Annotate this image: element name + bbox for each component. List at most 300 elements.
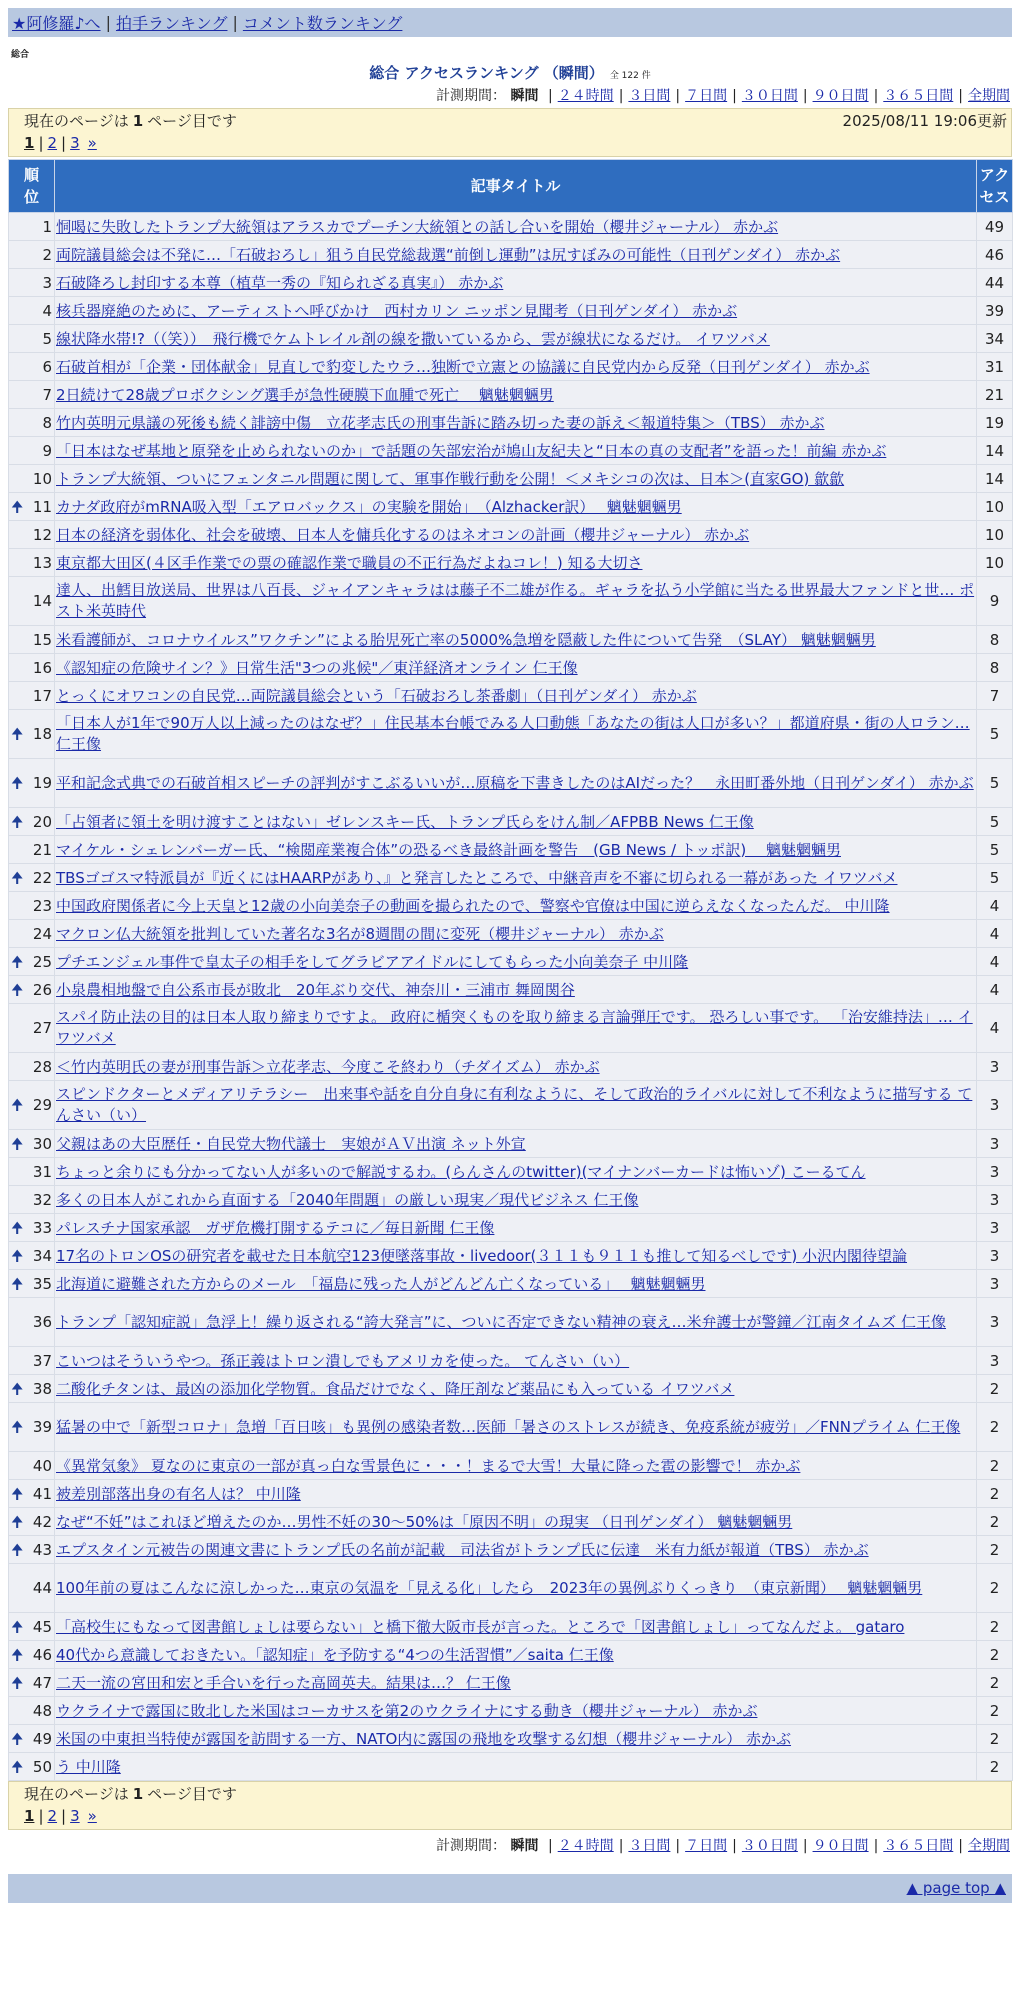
pager-next-link[interactable]: » <box>87 134 97 152</box>
rank-number: 15 <box>32 630 52 649</box>
updated-timestamp: 2025/08/11 19:06更新 <box>842 112 1007 130</box>
table-row <box>9 1480 1013 1508</box>
access-count: 2 <box>977 1564 1013 1613</box>
article-link[interactable]: 北海道に避難された方からのメール 「福島に残った人がどんどん亡くなっている」 魑魅魍魎男 <box>56 1274 706 1293</box>
rank-cell <box>9 1158 55 1186</box>
nav-separator: | <box>105 13 111 32</box>
title-cell <box>55 213 977 241</box>
article-link[interactable]: 《認知症の危険サイン？》日常生活"3つの兆候"／東洋経済オンライン 仁王像 <box>56 658 578 677</box>
rank-cell <box>9 381 55 409</box>
table-row <box>9 1725 1013 1753</box>
access-count: 4 <box>977 1004 1013 1053</box>
title-cell <box>55 1480 977 1508</box>
title-cell <box>55 808 977 836</box>
title-cell <box>55 325 977 353</box>
title-cell <box>55 920 977 948</box>
access-count: 8 <box>977 654 1013 682</box>
table-row <box>9 759 1013 808</box>
pager-page-link[interactable]: 2 <box>47 1807 58 1825</box>
period-link[interactable]: ３６５日間 <box>883 88 954 104</box>
title-cell <box>55 353 977 381</box>
article-link[interactable]: 被差別部落出身の有名人は？ 中川隆 <box>56 1484 301 1503</box>
table-row <box>9 1613 1013 1641</box>
article-link[interactable]: 東京都大田区(４区手作業での票の確認作業で職員の不正行為だよねコレ！) 知る大切さ <box>56 553 643 572</box>
period-link[interactable]: ９０日間 <box>812 88 869 104</box>
table-row <box>9 1403 1013 1452</box>
pager-current-page: 1 <box>24 1807 35 1825</box>
article-link[interactable]: スパイ防止法の目的は日本人取り締まりですよ。 政府に楯突くものを取り締まる言論弾圧です。 恐ろしい事です。 「治安維持法」… イワツバメ <box>56 1008 973 1047</box>
title-cell <box>55 1641 977 1669</box>
access-count: 5 <box>977 864 1013 892</box>
period-separator: | <box>873 88 879 104</box>
title-cell <box>55 241 977 269</box>
title-cell <box>55 1536 977 1564</box>
rank-cell <box>9 241 55 269</box>
article-link[interactable]: なぜ“不妊”はこれほど増えたのか…男性不妊の30～50%は「原因不明」の現実 （日刊ゲンダイ） 魑魅魍魎男 <box>56 1512 793 1531</box>
access-count: 5 <box>977 836 1013 864</box>
rank-cell <box>9 1186 55 1214</box>
up-arrow-icon: 🠉 <box>11 1512 24 1531</box>
title-cell <box>55 521 977 549</box>
title-cell <box>55 1242 977 1270</box>
rank-number: 9 <box>42 441 52 460</box>
rank-cell <box>9 1508 55 1536</box>
period-separator: | <box>547 1838 553 1854</box>
rank-number: 16 <box>32 658 52 677</box>
ranking-table <box>8 159 1013 1781</box>
access-count: 3 <box>977 1081 1013 1130</box>
period-link[interactable]: ３日間 <box>628 88 671 104</box>
table-row <box>9 808 1013 836</box>
article-link[interactable]: 中国政府関係者に今上天皇と12歳の小向美奈子の動画を撮られたので、警察や官僚は中国に逆らえなくなったんだ。 中川隆 <box>56 896 890 915</box>
title-cell <box>55 1158 977 1186</box>
period-separator: | <box>675 1838 681 1854</box>
title-cell <box>55 1298 977 1347</box>
rank-number: 39 <box>32 1417 52 1436</box>
period-link[interactable]: ３０日間 <box>741 1838 798 1854</box>
up-arrow-icon: 🠉 <box>11 1673 24 1692</box>
article-link[interactable]: 父親はあの大臣歴任・自民党大物代議士 実娘がＡＶ出演 ネット外宣 <box>56 1134 526 1153</box>
rank-number: 4 <box>42 301 52 320</box>
rank-number: 41 <box>32 1484 52 1503</box>
article-link[interactable]: ウクライナで露国に敗北した米国はコーカサスを第2のウクライナにする動き（櫻井ジャーナル） 赤かぶ <box>56 1701 758 1720</box>
access-count: 2 <box>977 1452 1013 1480</box>
period-current: 瞬間 <box>510 88 539 104</box>
up-arrow-icon: 🠉 <box>11 980 24 999</box>
article-link[interactable]: TBSゴゴスマ特派員が『近くにはHAARPがあり、』と発言したところで、中継音声を不審に切られる一幕があった イワツバメ <box>56 868 898 887</box>
pager-page-link[interactable]: 2 <box>47 134 58 152</box>
title-cell <box>55 409 977 437</box>
rank-number: 24 <box>32 924 52 943</box>
table-row <box>9 353 1013 381</box>
rank-cell <box>9 297 55 325</box>
rank-cell <box>9 213 55 241</box>
up-arrow-icon: 🠉 <box>11 1379 24 1398</box>
rank-cell <box>9 1053 55 1081</box>
access-count: 39 <box>977 297 1013 325</box>
rank-cell <box>9 920 55 948</box>
rank-number: 44 <box>32 1578 52 1597</box>
rank-cell <box>9 948 55 976</box>
title-cell <box>55 1130 977 1158</box>
rank-number: 11 <box>32 497 52 516</box>
article-link[interactable]: 《異常気象》 夏なのに東京の一部が真っ白な雪景色に・・・！まるで大雪！大量に降った雹の影響で！ 赤かぶ <box>56 1456 801 1475</box>
page-info-number: 1 <box>132 1785 144 1803</box>
access-count: 14 <box>977 465 1013 493</box>
title-cell <box>55 948 977 976</box>
pagination-bottom <box>24 1806 1007 1828</box>
pager-separator: | <box>38 1807 44 1825</box>
rank-cell <box>9 1697 55 1725</box>
article-link[interactable]: 2日続けて28歳プロボクシング選手が急性硬膜下血腫で死亡 魑魅魍魎男 <box>56 385 554 404</box>
access-count: 7 <box>977 682 1013 710</box>
rank-number: 28 <box>32 1057 52 1076</box>
period-separator: | <box>547 88 553 104</box>
rank-number: 46 <box>32 1645 52 1664</box>
col-header-access: アクセス <box>977 160 1013 213</box>
period-link[interactable]: ７日間 <box>685 88 728 104</box>
title-cell <box>55 297 977 325</box>
access-count: 2 <box>977 1536 1013 1564</box>
rank-number: 25 <box>32 952 52 971</box>
article-link[interactable]: 「高校生にもなって図書館しょしは要らない」と橋下徹大阪市長が言った。ところで「図書館しょし」ってなんだよ。 gataro <box>56 1617 905 1636</box>
rank-number: 12 <box>32 525 52 544</box>
table-row <box>9 1697 1013 1725</box>
title-cell <box>55 1669 977 1697</box>
period-link[interactable]: 全期間 <box>968 88 1010 104</box>
rank-cell <box>9 521 55 549</box>
access-count: 2 <box>977 1480 1013 1508</box>
access-count: 2 <box>977 1641 1013 1669</box>
table-row <box>9 269 1013 297</box>
rank-cell <box>9 836 55 864</box>
title-cell <box>55 864 977 892</box>
title-cell <box>55 710 977 759</box>
period-link[interactable]: ７日間 <box>685 1838 728 1854</box>
rank-number: 31 <box>32 1162 52 1181</box>
access-count: 5 <box>977 710 1013 759</box>
article-link[interactable]: パレスチナ国家承認 ガザ危機打開するテコに／毎日新聞 仁王像 <box>56 1218 495 1237</box>
table-row <box>9 1452 1013 1480</box>
rank-cell <box>9 1753 55 1781</box>
table-row <box>9 710 1013 759</box>
article-link[interactable]: う 中川隆 <box>56 1757 121 1776</box>
up-arrow-icon: 🠉 <box>11 1134 24 1153</box>
period-separator: | <box>802 1838 808 1854</box>
rank-cell <box>9 1270 55 1298</box>
rank-cell <box>9 437 55 465</box>
article-link[interactable]: 40代から意識しておきたい。「認知症」を予防する“4つの生活習慣”／saita 仁王像 <box>56 1645 614 1664</box>
access-count: 10 <box>977 549 1013 577</box>
rank-cell <box>9 1669 55 1697</box>
period-separator: | <box>675 88 681 104</box>
rank-cell <box>9 1480 55 1508</box>
up-arrow-icon: 🠉 <box>11 1645 24 1664</box>
article-link[interactable]: 恫喝に失敗したトランプ大統領はアラスカでプーチン大統領との話し合いを開始（櫻井ジャーナル） 赤かぶ <box>56 217 779 236</box>
table-row <box>9 1536 1013 1564</box>
rank-number: 10 <box>32 469 52 488</box>
period-separator: | <box>618 88 624 104</box>
table-row <box>9 892 1013 920</box>
rank-cell <box>9 864 55 892</box>
article-link[interactable]: 平和記念式典での石破首相スピーチの評判がすこぶるいいが…原稿を下書きしたのはAIだった？ 永田町番外地（日刊ゲンダイ） 赤かぶ <box>56 773 974 792</box>
article-link[interactable]: 小泉農相地盤で自公系市長が敗北 20年ぶり交代、神奈川・三浦市 舞岡関谷 <box>56 980 575 999</box>
title-cell <box>55 269 977 297</box>
article-link[interactable]: 米国の中東担当特使が露国を訪問する一方、NATO内に露国の飛地を攻撃する幻想（櫻井ジャーナル） 赤かぶ <box>56 1729 792 1748</box>
page-info-prefix: 現在のページは <box>24 1785 129 1803</box>
rank-number: 8 <box>42 413 52 432</box>
article-link[interactable]: 17名のトロンOSの研究者を載せた日本航空123便墜落事故・livedoor(３１１も９１１も推して知るべしです) 小沢内閣待望論 <box>56 1246 908 1265</box>
title-cell <box>55 465 977 493</box>
period-link[interactable]: ９０日間 <box>812 1838 869 1854</box>
total-count: 全 122 件 <box>609 71 651 81</box>
rank-cell <box>9 325 55 353</box>
access-count: 5 <box>977 759 1013 808</box>
period-link[interactable]: 全期間 <box>968 1838 1010 1854</box>
table-row <box>9 381 1013 409</box>
title-cell <box>55 1564 977 1613</box>
period-link[interactable]: ２４時間 <box>557 88 614 104</box>
article-link[interactable]: 「占領者に領土を明け渡すことはない」ゼレンスキー氏、トランプ氏らをけん制／AFPBB News 仁王像 <box>56 812 754 831</box>
rank-number: 38 <box>32 1379 52 1398</box>
table-row <box>9 1242 1013 1270</box>
top-nav-bar <box>8 8 1012 37</box>
table-row <box>9 521 1013 549</box>
article-link[interactable]: 100年前の夏はこんなに涼しかった…東京の気温を「見える化」したら 2023年の異例ぶりくっきり （東京新聞） 魑魅魍魎男 <box>56 1578 923 1597</box>
period-link[interactable]: ２４時間 <box>557 1838 614 1854</box>
article-link[interactable]: 「日本人が1年で90万人以上減ったのはなぜ？」住民基本台帳でみる人口動態「あなたの街は人口が多い？」都道府県・街の人ロラン… 仁王像 <box>56 714 970 753</box>
title-cell <box>55 626 977 654</box>
rank-cell <box>9 1130 55 1158</box>
rank-number: 32 <box>32 1190 52 1209</box>
title-cell <box>55 1270 977 1298</box>
table-row <box>9 836 1013 864</box>
title-cell <box>55 1214 977 1242</box>
article-link[interactable]: トランプ大統領、ついにフェンタニル問題に関して、軍事作戦行動を公開！＜メキシコの次は、日本＞(直家GO) 歙歙 <box>56 469 845 488</box>
rank-cell <box>9 1081 55 1130</box>
title-cell <box>55 1697 977 1725</box>
article-link[interactable]: 多くの日本人がこれから直面する「2040年問題」の厳しい現実／現代ビジネス 仁王像 <box>56 1190 639 1209</box>
table-row <box>9 297 1013 325</box>
article-link[interactable]: 竹内英明元県議の死後も続く誹謗中傷 立花孝志氏の刑事告訴に踏み切った妻の訴え＜報道特集＞（TBS） 赤かぶ <box>56 413 825 432</box>
up-arrow-icon: 🠉 <box>11 1540 24 1559</box>
article-link[interactable]: ちょっと余りにも分かってない人が多いので解説するわ。(らんさんのtwitter)(マイナンバーカードは怖いゾ) こーるてん <box>56 1162 866 1181</box>
access-count: 3 <box>977 1242 1013 1270</box>
pager-separator: | <box>61 1807 67 1825</box>
table-row <box>9 1130 1013 1158</box>
access-count: 3 <box>977 1298 1013 1347</box>
rank-cell <box>9 682 55 710</box>
pager-separator: | <box>61 134 67 152</box>
article-link[interactable]: 日本の経済を弱体化、社会を破壊、日本人を傭兵化するのはネオコンの計画（櫻井ジャーナル） 赤かぶ <box>56 525 750 544</box>
article-link[interactable]: 線状降水帯!?（（笑）） 飛行機でケムトレイル剤の線を撒いているから、雲が線状になるだけ。 イワツバメ <box>56 329 770 348</box>
comment-ranking-link[interactable]: コメント数ランキング <box>242 14 403 33</box>
article-link[interactable]: 達人、出鱈目放送局、世界は八百長、ジャイアンキャラはは藤子不二雄が作る。ギャラを払う小学館に当たる世界最大ファンドと世… ポスト米英時代 <box>56 581 975 620</box>
clap-ranking-link[interactable]: 拍手ランキング <box>115 14 228 33</box>
rank-number: 1 <box>42 217 52 236</box>
title-cell <box>55 836 977 864</box>
category-label: 総合 <box>11 50 30 60</box>
up-arrow-icon: 🠉 <box>11 1617 24 1636</box>
rank-cell <box>9 1564 55 1613</box>
rank-cell <box>9 1004 55 1053</box>
up-arrow-icon: 🠉 <box>11 1095 24 1114</box>
rank-cell <box>9 493 55 521</box>
page-info-text <box>24 1782 1007 1806</box>
article-link[interactable]: 二天一流の宮田和宏と手合いを行った高岡英夫。結果は…？ 仁王像 <box>56 1673 511 1692</box>
period-link[interactable]: ３０日間 <box>741 88 798 104</box>
up-arrow-icon: 🠉 <box>11 497 24 516</box>
rank-cell <box>9 465 55 493</box>
table-row <box>9 1081 1013 1130</box>
table-row <box>9 1669 1013 1697</box>
rank-cell <box>9 1214 55 1242</box>
title-cell <box>55 1186 977 1214</box>
rank-cell <box>9 654 55 682</box>
access-count: 4 <box>977 976 1013 1004</box>
table-row <box>9 213 1013 241</box>
pagination <box>24 133 1007 155</box>
access-count: 2 <box>977 1697 1013 1725</box>
article-link[interactable]: 米看護師が、コロナウイルス”ワクチン”による胎児死亡率の5000%急増を隠蔽した件について告発 （SLAY） 魑魅魍魎男 <box>56 630 876 649</box>
article-link[interactable]: 「日本はなぜ基地と原発を止められないのか」で話題の矢部宏治が鳩山友紀夫と“日本の真の支配者”を語った！前編 赤かぶ <box>56 441 887 460</box>
table-row <box>9 577 1013 626</box>
article-link[interactable]: 石破首相が「企業・団体献金」見直しで豹変したウラ…独断で立憲との協議に自民党内から反発（日刊ゲンダイ） 赤かぶ <box>56 357 870 376</box>
access-count: 3 <box>977 1053 1013 1081</box>
rank-number: 43 <box>32 1540 52 1559</box>
rank-number: 50 <box>32 1757 52 1776</box>
rank-cell <box>9 1536 55 1564</box>
rank-cell <box>9 759 55 808</box>
title-cell <box>55 1004 977 1053</box>
article-link[interactable]: カナダ政府がmRNA吸入型「エアロバックス」の実験を開始」 （Alzhacker訳） 魑魅魍魎男 <box>56 497 682 516</box>
rank-cell <box>9 710 55 759</box>
access-count: 4 <box>977 892 1013 920</box>
rank-number: 36 <box>32 1312 52 1331</box>
access-count: 3 <box>977 1214 1013 1242</box>
table-row <box>9 325 1013 353</box>
rank-cell <box>9 1725 55 1753</box>
page-top-link[interactable]: ▲ page top ▲ <box>906 1879 1006 1897</box>
article-link[interactable]: 両院議員総会は不発に…「石破おろし」狙う自民党総裁選“前倒し運動”は尻すぼみの可能性（日刊ゲンダイ） 赤かぶ <box>56 245 841 264</box>
table-row <box>9 920 1013 948</box>
home-link[interactable]: ★阿修羅♪へ <box>12 14 101 33</box>
up-arrow-icon: 🠉 <box>11 1484 24 1503</box>
title-cell <box>55 976 977 1004</box>
table-row <box>9 409 1013 437</box>
up-arrow-icon: 🠉 <box>11 1757 24 1776</box>
pager-separator: | <box>38 134 44 152</box>
rank-cell <box>9 808 55 836</box>
table-row <box>9 1508 1013 1536</box>
rank-number: 13 <box>32 553 52 572</box>
title-cell <box>55 892 977 920</box>
access-count: 4 <box>977 920 1013 948</box>
access-count: 49 <box>977 213 1013 241</box>
title-cell <box>55 1403 977 1452</box>
access-count: 2 <box>977 1725 1013 1753</box>
access-count: 3 <box>977 1130 1013 1158</box>
article-link[interactable]: トランプ「認知症説」急浮上！繰り返される“誇大発言”に、ついに否定できない精神の衰え…米弁護士が警鐘／江南タイムズ 仁王像 <box>56 1312 947 1331</box>
rank-number: 42 <box>32 1512 52 1531</box>
rank-number: 3 <box>42 273 52 292</box>
up-arrow-icon: 🠉 <box>11 1274 24 1293</box>
article-link[interactable]: 猛暑の中で「新型コロナ」急増「百日咳」も異例の感染者数…医師「暑さのストレスが続き、免疫系統が疲労」／FNNプライム 仁王像 <box>56 1417 961 1436</box>
rank-cell <box>9 409 55 437</box>
title-cell <box>55 1347 977 1375</box>
rank-number: 21 <box>32 840 52 859</box>
access-count: 10 <box>977 521 1013 549</box>
table-row <box>9 465 1013 493</box>
rank-cell <box>9 976 55 1004</box>
period-link[interactable]: ３６５日間 <box>883 1838 954 1854</box>
access-count: 44 <box>977 269 1013 297</box>
title-cell <box>55 549 977 577</box>
rank-number: 47 <box>32 1673 52 1692</box>
article-link[interactable]: 核兵器廃絶のために、アーティストへ呼びかけ 西村カリン ニッポン見聞考（日刊ゲンダイ） 赤かぶ <box>56 301 738 320</box>
period-link[interactable]: ３日間 <box>628 1838 671 1854</box>
pager-next-link[interactable]: » <box>87 1807 97 1825</box>
title-cell <box>55 577 977 626</box>
rank-number: 18 <box>32 724 52 743</box>
article-link[interactable]: マクロン仏大統領を批判していた著名な3名が8週間の間に変死（櫻井ジャーナル） 赤かぶ <box>56 924 664 943</box>
article-link[interactable]: 二酸化チタンは、最凶の添加化学物質。食品だけでなく、降圧剤など薬品にも入っている イワツバメ <box>56 1379 735 1398</box>
access-count: 3 <box>977 1158 1013 1186</box>
article-link[interactable]: マイケル・シェレンバーガー氏、“検閲産業複合体”の恐るべき最終計画を警告 (GB News / トッポ訳) 魑魅魍魎男 <box>56 840 841 859</box>
table-row <box>9 1004 1013 1053</box>
title-cell <box>55 759 977 808</box>
page-info-suffix: ページ目です <box>147 112 237 130</box>
up-arrow-icon: 🠉 <box>11 1218 24 1237</box>
article-link[interactable]: こいつはそういうやつ。孫正義はトロン潰しでもアメリカを使った。 てんさい（い） <box>56 1351 630 1370</box>
title-cell <box>55 682 977 710</box>
table-row <box>9 241 1013 269</box>
rank-number: 22 <box>32 868 52 887</box>
rank-number: 20 <box>32 812 52 831</box>
page-info-number: 1 <box>132 112 144 130</box>
period-current: 瞬間 <box>510 1838 539 1854</box>
rank-number: 19 <box>32 773 52 792</box>
access-count: 14 <box>977 437 1013 465</box>
access-count: 9 <box>977 577 1013 626</box>
access-count: 2 <box>977 1375 1013 1403</box>
table-row <box>9 1186 1013 1214</box>
rank-cell <box>9 1613 55 1641</box>
article-link[interactable]: スピンドクターとメディアリテラシー 出来事や話を自分自身に有利なように、そして政治的ライバルに対して不利なように描写する てんさい（い） <box>56 1085 973 1124</box>
page-info-suffix: ページ目です <box>147 1785 237 1803</box>
pager-page-link[interactable]: 3 <box>70 1807 80 1825</box>
ranking-table-body <box>9 213 1013 1781</box>
pager-current-page: 1 <box>24 134 35 152</box>
rank-number: 33 <box>32 1218 52 1237</box>
pager-page-link[interactable]: 3 <box>70 134 80 152</box>
period-separator: | <box>732 88 737 104</box>
title-cell <box>55 1452 977 1480</box>
article-link[interactable]: 石破降ろし封印する本尊（植草一秀の『知られざる真実』） 赤かぶ <box>56 273 504 292</box>
article-link[interactable]: とっくにオワコンの自民党…両院議員総会という「石破おろし茶番劇」（日刊ゲンダイ） 赤かぶ <box>56 686 697 705</box>
access-count: 2 <box>977 1613 1013 1641</box>
rank-number: 48 <box>32 1701 52 1720</box>
article-link[interactable]: エプスタイン元被告の関連文書にトランプ氏の名前が記載 司法省がトランプ氏に伝達 米有力紙が報道（TBS） 赤かぶ <box>56 1540 869 1559</box>
page-info-box <box>8 108 1012 157</box>
rank-cell <box>9 577 55 626</box>
title-cell <box>55 1725 977 1753</box>
title-cell <box>55 493 977 521</box>
access-count: 2 <box>977 1753 1013 1781</box>
article-link[interactable]: ＜竹内英明氏の妻が刑事告訴＞立花孝志、今度こそ終わり（チダイズム） 赤かぶ <box>56 1057 600 1076</box>
page-info-box-bottom <box>8 1781 1012 1830</box>
article-link[interactable]: プチエンジェル事件で皇太子の相手をしてグラビアアイドルにしてもらった小向美奈子 中川隆 <box>56 952 689 971</box>
